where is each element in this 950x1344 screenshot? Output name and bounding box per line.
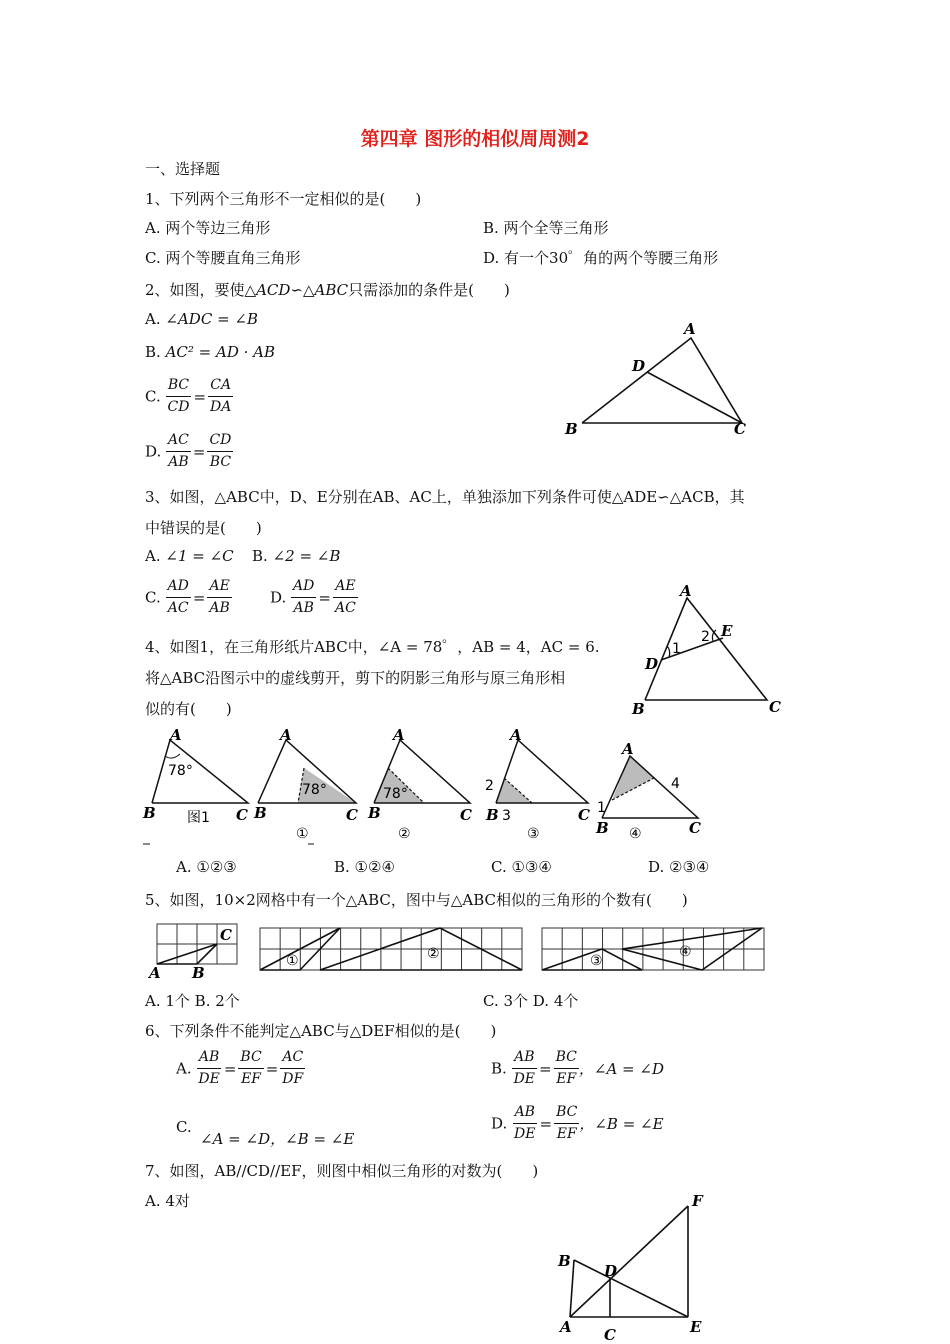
frac-num: BC [166, 375, 191, 397]
equals-sign: = [539, 1059, 552, 1078]
fraction [512, 1047, 537, 1090]
caption-3: ③ [527, 826, 540, 842]
label-a: A [170, 728, 182, 744]
frac-num: BC [238, 1047, 263, 1069]
frac-num: AE [333, 576, 357, 598]
angle-label: 78° [168, 763, 193, 779]
q2-b-text: AC² = AD · AB [165, 343, 276, 361]
q2-a-label: A. [145, 310, 161, 328]
q4-figure-option-2 [367, 728, 472, 842]
label-a: A [680, 582, 692, 600]
label-d: D [632, 357, 646, 375]
label-c: C [578, 806, 590, 824]
label-a: A [560, 1318, 572, 1336]
q3-triangle-figure [625, 580, 790, 720]
label-c: C [604, 1326, 616, 1340]
label-angle-1: 1 [672, 641, 681, 657]
frac-den: DE [198, 1071, 220, 1087]
equals-sign: = [265, 1059, 279, 1078]
frac-num: AB [513, 1102, 537, 1124]
q1-option-b: B. 两个全等三角形 [483, 219, 609, 237]
q2-triangle-figure [560, 318, 760, 440]
caption-1: ① [296, 826, 309, 842]
q2-c-fraction-left [166, 375, 192, 418]
label-b: B [143, 804, 156, 822]
q4-stem-line1: 4、如图1，在三角形纸片ABC中，∠A = 78゜，AB = 4，AC = 6. [145, 638, 600, 656]
angle-label: 78° [302, 782, 327, 798]
q6-d-tail: ，∠B = ∠E [579, 1115, 664, 1133]
frac-num: BC [554, 1047, 579, 1069]
fraction [554, 1102, 579, 1145]
frac-den: DA [210, 399, 232, 415]
frac-den: DE [514, 1126, 536, 1142]
q4-figure-option-3 [485, 728, 590, 842]
q5-options-cd: C. 3个 D. 4个 [483, 992, 579, 1010]
q5-grid-figures [144, 918, 774, 988]
q6-option-a [176, 1047, 305, 1090]
q3-d-fraction-left [291, 576, 316, 619]
label-c: C [460, 806, 472, 824]
label-a: A [280, 728, 292, 744]
q6-b-label: B. [491, 1059, 507, 1078]
q3-a-text: ∠1 = ∠C [165, 547, 234, 565]
frac-num: AD [291, 576, 316, 598]
q3-option-a [145, 547, 234, 565]
q2-option-a [145, 310, 258, 328]
q5-grid-1-2 [260, 928, 522, 970]
frac-den: EF [556, 1126, 577, 1142]
frac-num: AB [512, 1047, 536, 1069]
frac-den: AB [209, 600, 230, 616]
q6-d-label: D. [491, 1114, 508, 1133]
q2-option-d [145, 430, 233, 473]
q3-d-fraction-right [333, 576, 358, 619]
q2-d-fraction-right [207, 430, 233, 473]
q3-a-label: A. [145, 547, 161, 565]
q7-stem: 7、如图，AB//CD//EF，则图中相似三角形的对数为( ) [145, 1162, 539, 1180]
equals-sign: = [539, 1114, 553, 1133]
q2-a-text: ∠ADC = ∠B [165, 310, 258, 328]
q6-b-tail: ，∠A = ∠D [578, 1060, 664, 1078]
q4-option-d: D. ②③④ [648, 858, 710, 876]
q2-stem-pre: 2、如图，要使 [145, 281, 245, 299]
frac-den: BC [209, 454, 232, 470]
q4-option-a: A. ①②③ [176, 858, 237, 876]
q7-option-a: A. 4对 [145, 1192, 190, 1210]
equals-sign: = [192, 588, 206, 607]
q2-option-b [145, 343, 275, 361]
q6-c-label: C. [176, 1118, 192, 1136]
q3-c-fraction-right [207, 576, 231, 619]
q2-d-fraction-left [166, 430, 191, 473]
frac-den: AC [334, 600, 356, 616]
label-b: B [558, 1252, 571, 1270]
frac-num: CD [207, 430, 233, 452]
q4-option-c: C. ①③④ [491, 858, 552, 876]
frac-num: BC [554, 1102, 579, 1124]
q2-option-c [145, 375, 233, 418]
label-angle-2: 2 [701, 629, 710, 645]
frac-den: DF [282, 1071, 304, 1087]
figure1-caption: 图1 [187, 810, 210, 826]
frac-num: AC [166, 430, 191, 452]
label-b: B [254, 804, 267, 822]
length-label-4: 4 [671, 776, 680, 792]
label-c: C [734, 420, 746, 438]
equals-sign: = [193, 387, 207, 406]
fraction [280, 1047, 305, 1090]
q2-d-label: D. [145, 442, 162, 461]
frac-num: AB [197, 1047, 221, 1069]
label-a: A [684, 320, 696, 338]
length-label-1: 1 [597, 800, 606, 816]
q1-option-c: C. 两个等腰直角三角形 [145, 249, 301, 267]
label-b: B [596, 819, 609, 837]
q3-c-label: C. [145, 588, 161, 607]
q6-option-c: ∠A = ∠D，∠B = ∠E [200, 1130, 355, 1148]
frac-den: AC [167, 600, 189, 616]
q1-stem: 1、下列两个三角形不一定相似的是( ) [145, 190, 422, 208]
q4-figure-option-4 [595, 740, 701, 842]
frac-num: AC [280, 1047, 305, 1069]
fraction [196, 1047, 221, 1090]
q2-c-label: C. [145, 387, 161, 406]
label-a: A [393, 728, 405, 744]
q5-stem: 5、如图，10×2网格中有一个△ABC，图中与△ABC相似的三角形的个数有( ) [145, 891, 688, 909]
frac-num: AD [166, 576, 191, 598]
q5-grid-3-4 [542, 928, 764, 970]
page-title: 第四章 图形的相似周周测2 [360, 128, 590, 150]
length-label-2: 2 [485, 778, 494, 794]
q2-stem-post: 只需添加的条件是( ) [348, 281, 510, 299]
q4-stem-line2: 将△ABC沿图示中的虚线剪开，剪下的阴影三角形与原三角形相 [145, 669, 566, 687]
caption-1: ① [286, 953, 299, 969]
fraction [238, 1047, 263, 1090]
q3-stem-line2: 中错误的是( ) [145, 519, 262, 537]
q1-option-d: D. 有一个30゜角的两个等腰三角形 [483, 249, 719, 267]
frac-num: CA [208, 375, 233, 397]
q2-b-label: B. [145, 343, 161, 361]
label-b: B [565, 420, 578, 438]
q6-stem: 6、下列条件不能判定△ABC与△DEF相似的是( ) [145, 1022, 497, 1040]
section-heading: 一、选择题 [145, 160, 221, 178]
q6-a-label: A. [176, 1059, 192, 1078]
label-a: A [149, 964, 161, 982]
frac-den: AB [293, 600, 314, 616]
frac-num: AE [207, 576, 231, 598]
frac-den: CD [167, 399, 190, 415]
q4-figure-1 [142, 728, 248, 844]
equals-sign: = [192, 442, 206, 461]
q5-options-ab: A. 1个 B. 2个 [145, 992, 240, 1010]
q3-option-b [252, 547, 340, 565]
q6-option-d [491, 1102, 664, 1145]
label-c: C [236, 806, 248, 824]
frac-den: EF [556, 1071, 577, 1087]
q1-option-a: A. 两个等边三角形 [145, 219, 271, 237]
q4-figures [140, 728, 740, 848]
label-b: B [368, 804, 381, 822]
q2-stem-similarity: △ACD∽△ABC [244, 281, 349, 299]
frac-den: DE [513, 1071, 536, 1087]
label-c: C [346, 806, 358, 824]
label-c: C [220, 926, 232, 944]
caption-4: ④ [679, 944, 692, 960]
caption-4: ④ [629, 826, 642, 842]
label-c: C [769, 698, 781, 716]
q3-option-d [270, 576, 358, 619]
label-a: A [622, 740, 634, 758]
label-b: B [632, 700, 645, 718]
q4-figure-option-1 [253, 728, 358, 844]
q3-stem-line1: 3、如图，△ABC中，D、E分别在AB、AC上，单独添加下列条件可使△ADE∽△ACB，其 [145, 488, 745, 506]
q3-c-fraction-left [166, 576, 191, 619]
label-a: A [510, 728, 522, 744]
label-c: C [689, 819, 701, 837]
label-f: F [692, 1192, 703, 1210]
fraction [512, 1102, 537, 1145]
caption-2: ② [398, 826, 411, 842]
q2-c-fraction-right [208, 375, 233, 418]
label-d: D [604, 1262, 618, 1280]
q3-b-label: B. [252, 547, 268, 565]
label-b: B [486, 806, 499, 824]
equals-sign: = [223, 1059, 237, 1078]
caption-3: ③ [590, 953, 603, 969]
q4-stem-line3: 似的有( ) [145, 700, 232, 718]
label-e: E [721, 622, 733, 640]
frac-den: EF [241, 1071, 262, 1087]
angle-label: 78° [383, 786, 408, 802]
q3-option-c [145, 576, 232, 619]
fraction [554, 1047, 579, 1090]
q7-figure [548, 1190, 718, 1340]
label-e: E [690, 1318, 702, 1336]
caption-2: ② [427, 946, 440, 962]
q6-option-b [491, 1047, 664, 1090]
equals-sign: = [318, 588, 331, 607]
q2-stem [145, 279, 510, 300]
length-label-3: 3 [502, 808, 511, 824]
q3-b-text: ∠2 = ∠B [272, 547, 341, 565]
label-b: B [192, 964, 205, 982]
q3-d-label: D. [270, 588, 287, 607]
q4-option-b: B. ①②④ [334, 858, 395, 876]
label-d: D [645, 655, 659, 673]
frac-den: AB [168, 454, 189, 470]
